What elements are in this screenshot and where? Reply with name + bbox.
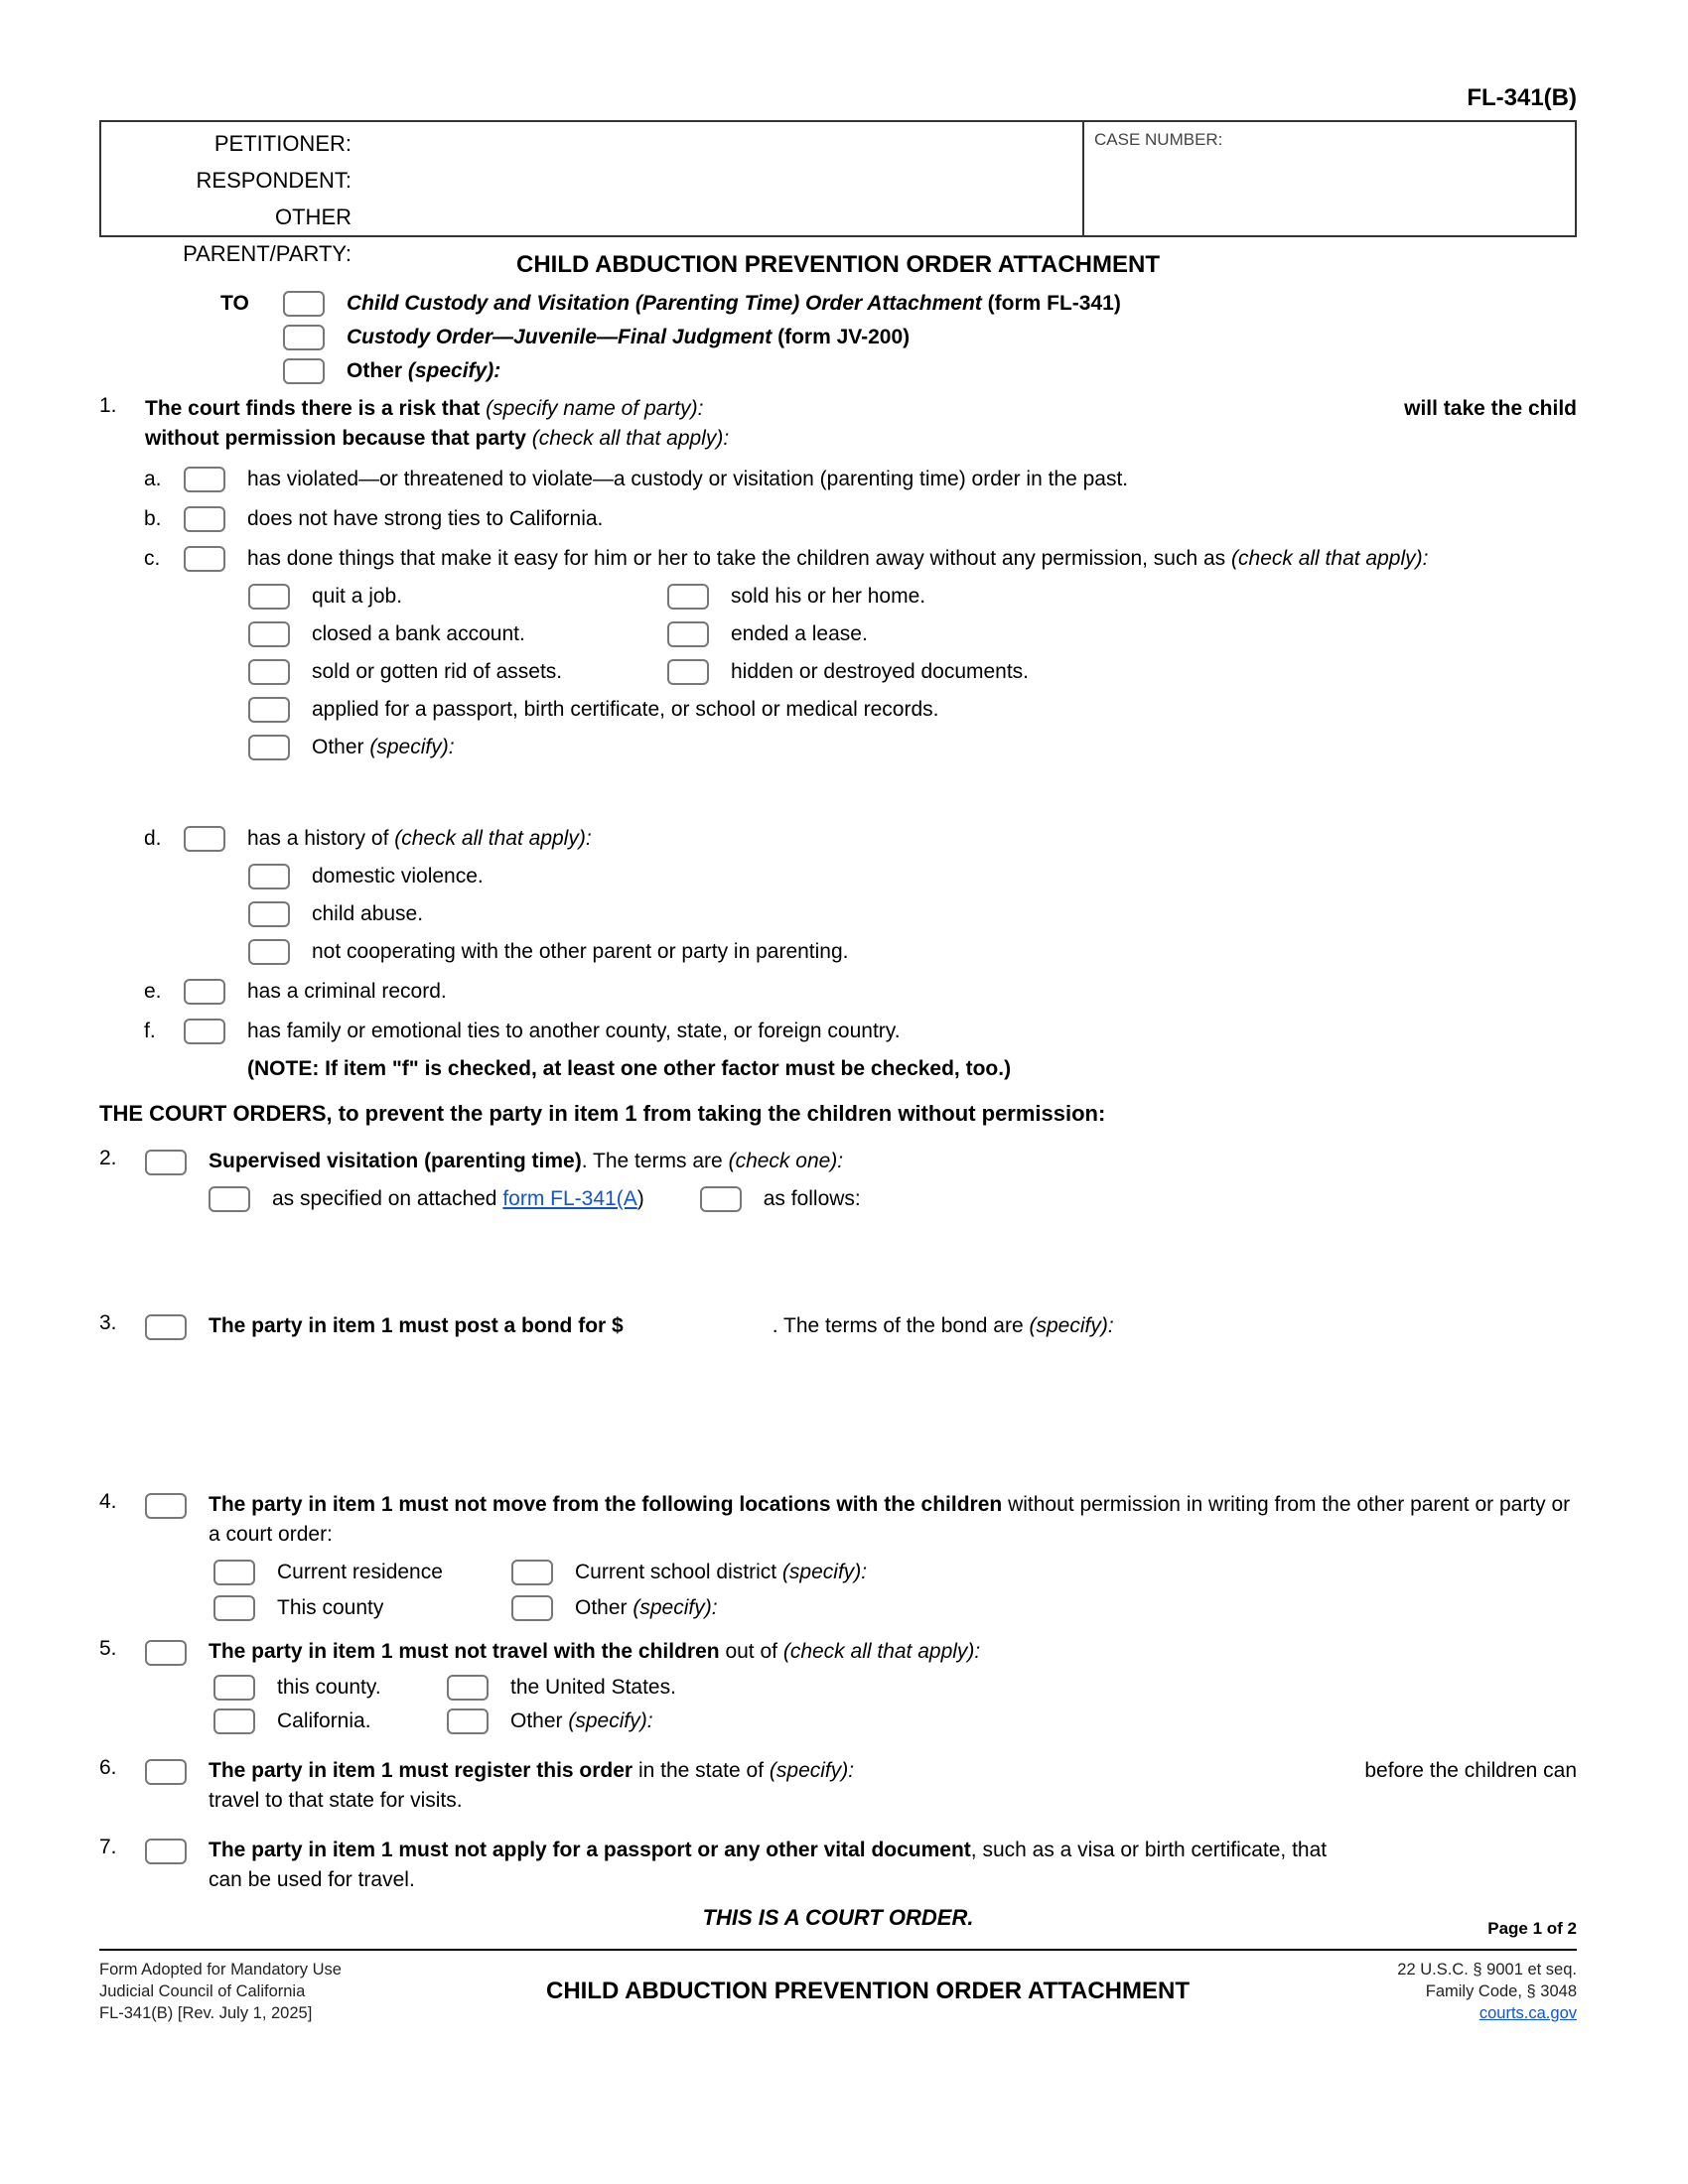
item2-fl341a-checkbox[interactable] bbox=[209, 1186, 250, 1212]
court-order-row bbox=[99, 1905, 1577, 1939]
item1c-other-word: Other bbox=[312, 736, 364, 758]
item-3-bold: The party in item 1 must post a bond for $ bbox=[209, 1314, 624, 1337]
item5-checkbox[interactable] bbox=[145, 1640, 187, 1666]
item-3 bbox=[99, 1311, 1577, 1341]
item-1b-label: does not have strong ties to California. bbox=[247, 507, 604, 530]
to-fl341-text bbox=[347, 292, 1121, 316]
item-1-intro-right: will take the child bbox=[1404, 397, 1577, 420]
item-1c-row-2 bbox=[248, 620, 1577, 648]
item5-this-county-label: this county. bbox=[277, 1676, 381, 1699]
case-number-label: CASE NUMBER: bbox=[1094, 130, 1223, 149]
item-5-bold: The party in item 1 must not travel with the children bbox=[209, 1640, 720, 1663]
item-2-label bbox=[209, 1147, 1577, 1176]
item-2 bbox=[99, 1147, 1577, 1176]
footer-usc-line: 22 U.S.C. § 9001 et seq. bbox=[1397, 1961, 1577, 1979]
item4-current-residence-checkbox[interactable] bbox=[213, 1560, 255, 1585]
item3-checkbox[interactable] bbox=[145, 1314, 187, 1340]
item1c-closed-bank-account-label: closed a bank account. bbox=[312, 622, 525, 645]
item4-checkbox[interactable] bbox=[145, 1493, 187, 1519]
item-5-row-2 bbox=[213, 1708, 1577, 1734]
item5-other-label bbox=[510, 1709, 653, 1733]
item-1d bbox=[144, 825, 1577, 853]
to-option-fl341 bbox=[220, 291, 1577, 317]
item5-california-label: California. bbox=[277, 1709, 371, 1732]
item-1e-letter: e. bbox=[144, 980, 162, 1003]
item-1e bbox=[144, 978, 1577, 1006]
item-1c-row-3 bbox=[248, 658, 1577, 686]
item-5 bbox=[99, 1637, 1577, 1667]
to-label: TO bbox=[220, 292, 249, 315]
item1d-domestic-violence-label: domestic violence. bbox=[312, 865, 484, 887]
party-name-field[interactable] bbox=[704, 394, 1405, 424]
item-1-intro-bold: The court finds there is a risk that bbox=[145, 397, 481, 420]
item-1d-row-1 bbox=[248, 863, 1577, 890]
item1b-checkbox[interactable] bbox=[184, 506, 225, 532]
item2-fl341a-label bbox=[272, 1187, 644, 1211]
item1f-checkbox[interactable] bbox=[184, 1019, 225, 1044]
item-1f bbox=[144, 1018, 1577, 1045]
item1c-other-checkbox[interactable] bbox=[248, 735, 290, 760]
item1c-ended-lease-label: ended a lease. bbox=[731, 622, 868, 645]
item-6-number: 6. bbox=[99, 1756, 117, 1779]
to-jv200-label: Custody Order—Juvenile—Final Judgment bbox=[347, 326, 773, 348]
item1d-not-cooperating-label: not cooperating with the other parent or party in parenting. bbox=[312, 940, 849, 963]
item-7-line1 bbox=[209, 1836, 1577, 1865]
other-parent-label: OTHER PARENT/PARTY: bbox=[183, 205, 352, 266]
item2-checkbox[interactable] bbox=[145, 1150, 187, 1175]
item-3-label bbox=[209, 1311, 1577, 1341]
item-5-check-all-label: (check all that apply): bbox=[782, 1640, 981, 1663]
item5-united-states-label: the United States. bbox=[510, 1676, 676, 1699]
item-6-bold: The party in item 1 must register this order bbox=[209, 1759, 633, 1782]
item-1d-text: has a history of bbox=[247, 827, 389, 850]
party-names-field[interactable] bbox=[352, 122, 1082, 235]
item-1c-row-1 bbox=[248, 583, 1577, 611]
item-2-bold: Supervised visitation (parenting time) bbox=[209, 1150, 582, 1172]
item-6-left bbox=[209, 1756, 854, 1786]
item1c-quit-job-label: quit a job. bbox=[312, 585, 403, 608]
item4-other-text: Other bbox=[575, 1596, 628, 1619]
item4-other-specify-label: (specify): bbox=[633, 1596, 718, 1619]
item-7-line2: can be used for travel. bbox=[209, 1868, 415, 1891]
item-6-right: before the children can bbox=[1364, 1759, 1577, 1782]
item-1d-row-3 bbox=[248, 938, 1577, 966]
form-title: CHILD ABDUCTION PREVENTION ORDER ATTACHMENT bbox=[516, 251, 1160, 278]
item5-other-text: Other bbox=[510, 1709, 563, 1732]
item-2-options bbox=[209, 1186, 1577, 1212]
item-4-number: 4. bbox=[99, 1490, 117, 1513]
to-section bbox=[220, 291, 1577, 384]
item-2-number: 2. bbox=[99, 1147, 117, 1169]
item2-as-follows-writein-area[interactable] bbox=[99, 1212, 1577, 1299]
item1e-checkbox[interactable] bbox=[184, 979, 225, 1005]
item1d-domestic-violence-checkbox[interactable] bbox=[248, 864, 290, 889]
item-1-intro-line2 bbox=[145, 424, 1577, 454]
item1d-checkbox[interactable] bbox=[184, 826, 225, 852]
form-footer bbox=[99, 1949, 1577, 2024]
to-jv200-checkbox[interactable] bbox=[283, 325, 325, 350]
item7-checkbox[interactable] bbox=[145, 1839, 187, 1864]
footer-council-line: Judicial Council of California bbox=[99, 1982, 306, 2000]
item-1c-check-all-label: (check all that apply): bbox=[1231, 547, 1429, 570]
item-7-number: 7. bbox=[99, 1836, 117, 1858]
item1c-checkbox[interactable] bbox=[184, 546, 225, 572]
item6-checkbox[interactable] bbox=[145, 1759, 187, 1785]
item-1c bbox=[144, 545, 1577, 573]
item-1c-row-4 bbox=[248, 696, 1577, 724]
court-order-statement: THIS IS A COURT ORDER. bbox=[702, 1905, 974, 1930]
court-orders-heading: THE COURT ORDERS, to prevent the party in item 1 from taking the children without permission: bbox=[99, 1101, 1106, 1126]
item-2-check-one-label: (check one): bbox=[728, 1150, 844, 1172]
item-1d-check-all-label: (check all that apply): bbox=[394, 827, 592, 850]
item-1c-row-5 bbox=[248, 734, 1577, 761]
item1d-child-abuse-label: child abuse. bbox=[312, 902, 424, 925]
party-caption-cell bbox=[101, 122, 1082, 266]
item-1c-label bbox=[247, 545, 1577, 573]
item4-other-label bbox=[575, 1596, 718, 1620]
item5-united-states-checkbox[interactable] bbox=[447, 1675, 489, 1701]
footer-adoption-info bbox=[99, 1959, 457, 2024]
case-number-cell[interactable] bbox=[1082, 122, 1575, 235]
item-6 bbox=[99, 1756, 1577, 1816]
item-5-number: 5. bbox=[99, 1637, 117, 1660]
to-other-checkbox[interactable] bbox=[283, 358, 325, 384]
item-1-intro-bold2: without permission because that party bbox=[145, 427, 526, 450]
item-1c-text: has done things that make it easy for him or her to take the children away without any permission, such as bbox=[247, 547, 1226, 570]
party-labels bbox=[101, 122, 352, 266]
to-fl341-form-ref: (form FL-341) bbox=[987, 292, 1121, 315]
state-name-field[interactable] bbox=[854, 1756, 1364, 1786]
item-7-text: , such as a visa or birth certificate, that bbox=[970, 1839, 1328, 1861]
item-1-specify-party-label: (specify name of party): bbox=[486, 397, 704, 420]
item1c-other-label bbox=[312, 734, 455, 761]
item1d-child-abuse-checkbox[interactable] bbox=[248, 901, 290, 927]
item4-school-district-specify-label: (specify): bbox=[781, 1561, 868, 1583]
item1c-closed-bank-account-checkbox[interactable] bbox=[248, 621, 290, 647]
item4-current-residence-label: Current residence bbox=[277, 1561, 443, 1583]
item-1b bbox=[144, 505, 1577, 533]
item4-school-district-checkbox[interactable] bbox=[511, 1560, 553, 1585]
item-1f-note: (NOTE: If item "f" is checked, at least one other factor must be checked, too.) bbox=[247, 1057, 1012, 1080]
item-6-specify-label: (specify): bbox=[769, 1759, 855, 1782]
item-4 bbox=[99, 1490, 1577, 1550]
item-7-bold: The party in item 1 must not apply for a passport or any other vital document bbox=[209, 1839, 971, 1861]
item-1d-label bbox=[247, 825, 1577, 853]
form-fl341a-link[interactable]: form FL-341(A bbox=[502, 1187, 637, 1210]
item1c-sold-home-checkbox[interactable] bbox=[667, 584, 709, 610]
item4-this-county-label: This county bbox=[277, 1596, 384, 1619]
item1d-not-cooperating-checkbox[interactable] bbox=[248, 939, 290, 965]
page-number-label: Page 1 of 2 bbox=[1487, 1919, 1577, 1938]
item-1f-letter: f. bbox=[144, 1020, 156, 1042]
item4-other-checkbox[interactable] bbox=[511, 1595, 553, 1621]
item-5-label bbox=[209, 1637, 1577, 1667]
courts-ca-gov-link[interactable]: courts.ca.gov bbox=[1478, 2004, 1577, 2022]
petitioner-label: PETITIONER: bbox=[213, 131, 352, 156]
item-1d-letter: d. bbox=[144, 827, 162, 850]
item4-school-district-label bbox=[575, 1561, 867, 1584]
item-3-specify-label: (specify): bbox=[1029, 1314, 1114, 1337]
item-1d-row-2 bbox=[248, 900, 1577, 928]
form-number: FL-341(B) bbox=[1467, 84, 1577, 111]
item4-school-district-text: Current school district bbox=[575, 1561, 777, 1583]
item-2-text: . The terms are bbox=[581, 1150, 723, 1172]
item-1a-letter: a. bbox=[144, 468, 162, 490]
item5-this-county-checkbox[interactable] bbox=[213, 1675, 255, 1701]
item1a-checkbox[interactable] bbox=[184, 467, 225, 492]
item-1f-label: has family or emotional ties to another county, state, or foreign country. bbox=[247, 1020, 901, 1042]
item-1b-letter: b. bbox=[144, 507, 162, 530]
item5-california-checkbox[interactable] bbox=[213, 1708, 255, 1734]
footer-adopted-line: Form Adopted for Mandatory Use bbox=[99, 1961, 342, 1979]
item1c-applied-passport-checkbox[interactable] bbox=[248, 697, 290, 723]
item3-bond-terms-writein-area[interactable] bbox=[99, 1341, 1577, 1490]
item-3-text: . The terms of the bond are bbox=[772, 1314, 1024, 1337]
item-1a-label: has violated—or threatened to violate—a custody or visitation (parenting time) order in the past. bbox=[247, 468, 1129, 490]
item-6-line2: travel to that state for visits. bbox=[209, 1789, 463, 1812]
to-jv200-form-ref: (form JV-200) bbox=[777, 326, 911, 348]
item-3-number: 3. bbox=[99, 1311, 117, 1334]
item2-fl341a-close: ) bbox=[636, 1187, 644, 1210]
footer-revision-line: FL-341(B) [Rev. July 1, 2025] bbox=[99, 2004, 313, 2022]
item-7 bbox=[99, 1836, 1577, 1895]
to-other-specify-label: (specify): bbox=[407, 359, 501, 382]
item1c-hidden-documents-checkbox[interactable] bbox=[667, 659, 709, 685]
item-4-bold: The party in item 1 must not move from the following locations with the children bbox=[209, 1493, 1003, 1516]
item-4-row-2 bbox=[213, 1595, 1577, 1621]
item1c-sold-assets-label: sold or gotten rid of assets. bbox=[312, 660, 563, 683]
footer-statute-info bbox=[1279, 1959, 1577, 2024]
item2-as-follows-checkbox[interactable] bbox=[700, 1186, 742, 1212]
item-1e-label: has a criminal record. bbox=[247, 980, 447, 1003]
to-option-jv200 bbox=[220, 325, 1577, 350]
to-option-other bbox=[220, 358, 1577, 384]
item1c-other-writein-area[interactable] bbox=[99, 761, 1577, 819]
item-6-text: in the state of bbox=[637, 1759, 765, 1782]
item-5-row-1 bbox=[213, 1675, 1577, 1701]
item-1 bbox=[99, 394, 1577, 454]
item2-as-follows-label: as follows: bbox=[763, 1187, 861, 1210]
item-1a bbox=[144, 466, 1577, 493]
item1c-quit-job-checkbox[interactable] bbox=[248, 584, 290, 610]
item1c-sold-assets-checkbox[interactable] bbox=[248, 659, 290, 685]
to-fl341-checkbox[interactable] bbox=[283, 291, 325, 317]
respondent-label: RESPONDENT: bbox=[196, 168, 352, 193]
to-other-text bbox=[347, 359, 500, 383]
to-fl341-label: Child Custody and Visitation (Parenting Time) Order Attachment bbox=[347, 292, 982, 315]
item4-this-county-checkbox[interactable] bbox=[213, 1595, 255, 1621]
item-1-check-all-label: (check all that apply): bbox=[531, 427, 730, 450]
to-jv200-text bbox=[347, 326, 910, 349]
item2-fl341a-pre: as specified on attached bbox=[272, 1187, 497, 1210]
footer-family-code-line: Family Code, § 3048 bbox=[1425, 1982, 1577, 2000]
item1c-sold-home-label: sold his or her home. bbox=[731, 585, 926, 608]
item1c-hidden-documents-label: hidden or destroyed documents. bbox=[731, 660, 1030, 683]
footer-form-title: CHILD ABDUCTION PREVENTION ORDER ATTACHMENT bbox=[546, 1978, 1190, 2004]
item1c-ended-lease-checkbox[interactable] bbox=[667, 621, 709, 647]
item1c-other-specify-label: (specify): bbox=[369, 736, 455, 758]
item-4-text: without permission in writing from the other parent or party or a court order: bbox=[209, 1493, 1571, 1546]
item-1-intro-left bbox=[145, 394, 704, 424]
item5-other-checkbox[interactable] bbox=[447, 1708, 489, 1734]
item-1-number: 1. bbox=[99, 394, 117, 417]
to-other-label: Other bbox=[347, 359, 403, 382]
item-5-text: out of bbox=[725, 1640, 777, 1663]
item-1c-letter: c. bbox=[144, 547, 161, 570]
item1c-applied-passport-label: applied for a passport, birth certificate, or school or medical records. bbox=[312, 698, 939, 721]
item5-other-specify-label: (specify): bbox=[568, 1709, 653, 1732]
item-4-row-1 bbox=[213, 1560, 1577, 1585]
item-4-label bbox=[209, 1490, 1577, 1550]
